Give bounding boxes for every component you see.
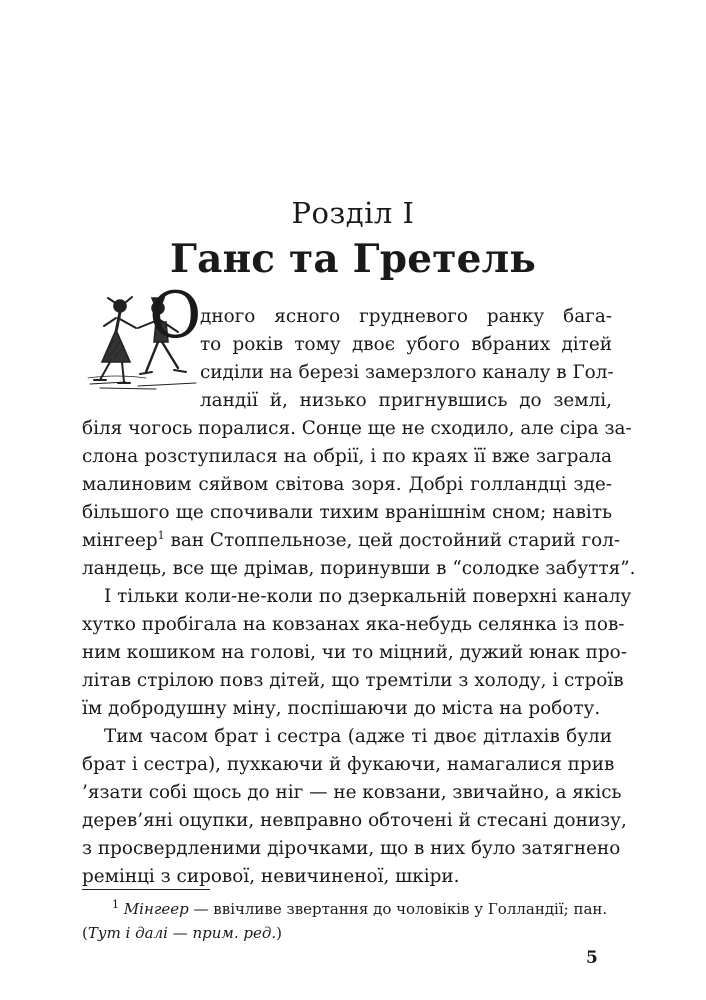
text-line: ’язати собі щось до ніг — не ковзани, звичайно, а якісь: [82, 782, 622, 803]
footnote-italic: прим. ред.: [192, 924, 277, 942]
footnote-italic: Тут і далі: [87, 924, 168, 942]
footnote-divider: [82, 889, 210, 890]
text-line: хутко пробігала на ковзанах яка-небудь селянка із пов-: [82, 614, 625, 635]
text-line: ремінці з сирової, невичиненої, шкіри.: [82, 866, 460, 887]
paren-open: (: [82, 924, 88, 942]
text-line: дного ясного грудневого ранку бага-: [200, 306, 612, 327]
chapter-label: Розділ І: [291, 196, 415, 230]
footnote-line-1: [112, 897, 612, 921]
text-line: біля чогось поралися. Сонце ще не сходило, але сіра за-: [82, 418, 632, 439]
text-segment: ван Стоппельнозе, цей достойний старий гол-: [170, 530, 621, 551]
drop-cap: О: [149, 279, 202, 353]
text-line: Тим часом брат і сестра (адже ті двоє дітлахів були: [104, 726, 612, 747]
text-line: ландії й, низько пригнувшись до землі,: [200, 390, 612, 411]
text-line: [82, 527, 621, 555]
chapter-title: Ганс та Гретель: [169, 236, 537, 282]
footnote-dash: —: [167, 924, 193, 942]
page-number: 5: [586, 948, 598, 968]
paren-close: ): [276, 924, 282, 942]
text-line: слона розступилася на обрії, і по краях її вже заграла: [82, 446, 612, 467]
text-segment: мінгеер: [82, 530, 158, 551]
text-line: сиділи на березі замерзлого каналу в Гол-: [200, 362, 614, 383]
text-line: малиновим сяйвом світова зоря. Добрі голландці зде-: [82, 474, 612, 495]
text-line: літав стрілою повз дітей, що тремтіли з холоду, і строїв: [82, 670, 624, 691]
footnote-marker: 1: [157, 528, 165, 542]
footnote-line-2: [82, 921, 612, 945]
text-line: більшого ще спочивали тихим вранішнім сном; навіть: [82, 502, 612, 523]
text-line: їм добродушну міну, поспішаючи до міста на роботу.: [82, 698, 601, 719]
text-line: брат і сестра), пухкаючи й фукаючи, намагалися прив: [82, 754, 615, 775]
footnote-text: — ввічливе звертання до чоловіків у Голландії; пан.: [188, 900, 608, 918]
footnote-number: 1: [112, 898, 119, 911]
text-line: ним кошиком на голові, чи то міцний, дужий юнак про-: [82, 642, 627, 663]
text-line: з просвердленими дірочками, що в них було затягнено: [82, 838, 621, 859]
text-line: то років тому двоє убого вбраних дітей: [200, 334, 612, 355]
text-line: І тільки коли-не-коли по дзеркальній поверхні каналу: [104, 586, 632, 607]
text-line: ландець, все ще дрімав, поринувши в “солодке забуття”.: [82, 558, 636, 579]
footnote-term: Мінгеер: [123, 900, 189, 918]
text-line: дерев’яні оцупки, невправно обточені й стесані донизу,: [82, 810, 627, 831]
